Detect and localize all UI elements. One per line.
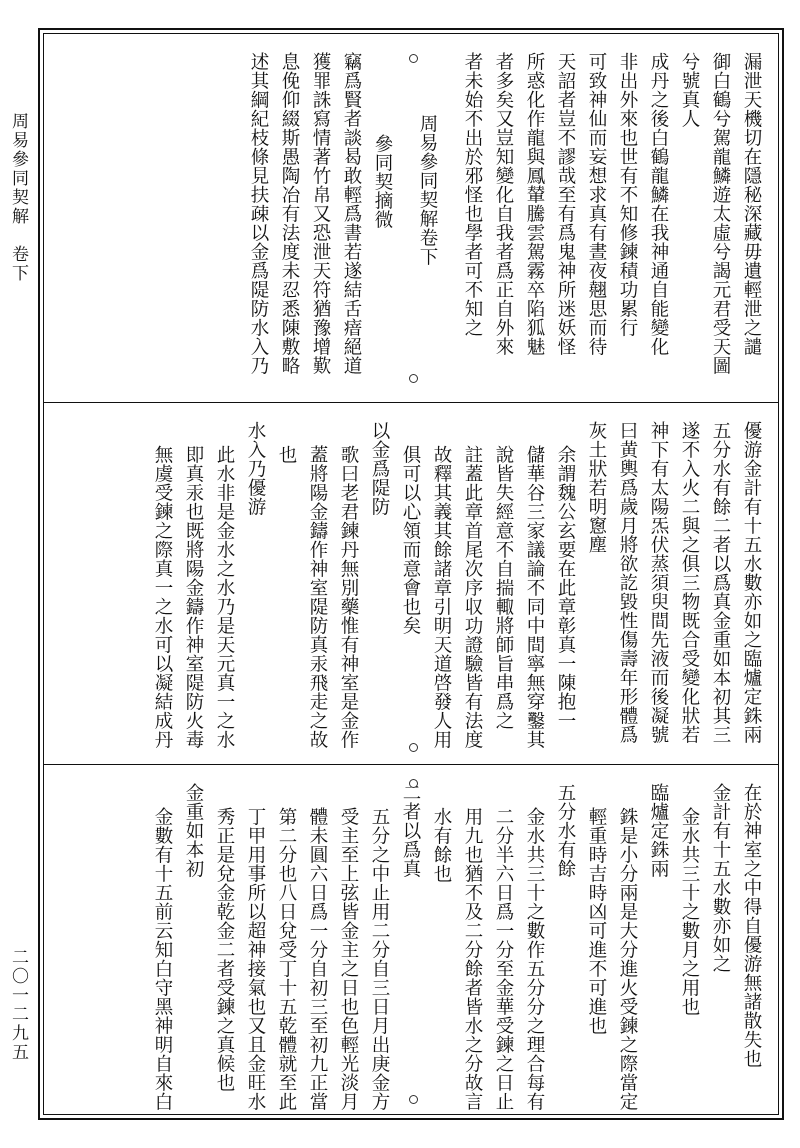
text-column: 體未圓六日爲一分自初三至初九正當 (307, 807, 328, 1111)
text-column: 金計有十五水數亦如之 (710, 783, 731, 973)
text-column: 金數有十五前云知白守黑神明自來白 (152, 807, 173, 1111)
text-column: 者多矣又豈知變化自我者爲正自外來 (493, 52, 514, 356)
text-column: 臨爐定銖兩 (648, 783, 669, 878)
page-number: 二〇一二九五 (8, 948, 28, 1062)
text-column: 御白鶴兮駕龍鱗遊太虛兮謁元君受天圖 (710, 52, 731, 375)
text-column: 二者以爲真 (400, 783, 421, 878)
text-column: 銖是小分兩是大分進火受鍊之際當定 (617, 807, 638, 1111)
text-column: 余謂魏公玄要在此章彰真一陳抱一 (555, 445, 576, 730)
text-column: 遂不入火二與之俱三物既合受變化狀若 (679, 421, 700, 744)
panel-middle-columns (66, 411, 760, 759)
text-column: 息俛仰綴斯愚陶冶有法度未忍悉陳敷略 (279, 52, 300, 375)
text-column: 五分水有餘二者以爲真金重如本初其三 (710, 421, 731, 744)
text-column: 周易參同契解卷下 (417, 114, 438, 266)
text-column: 曰黄輿爲歲月將欲訖毀性傷壽年形體爲 (617, 421, 638, 744)
text-column: 輕重時吉時凶可進不可進也 (586, 807, 607, 1035)
text-column: 秀正是兌金乾金二者受鍊之真候也 (214, 807, 235, 1092)
text-column: 即真汞也既將陽金鑄作神室隄防火毒 (183, 445, 204, 749)
text-column: 說皆失經意不自揣輙將師旨串爲之 (493, 445, 514, 730)
text-column: 此水非是金水之水乃是天元真一之水 (214, 445, 235, 749)
text-column: 五分之中止用二分自三日月出庚金方 (369, 807, 390, 1111)
text-column: 在於神室之中得自優游無諸散失也 (741, 783, 762, 1068)
binding-hole-mark (409, 779, 418, 788)
text-column: 水有餘也 (431, 807, 452, 883)
text-column: 俱可以心領而意會也矣 (400, 445, 421, 635)
text-column: 第二分也八日兌受丁十五乾體就至此 (276, 807, 297, 1111)
text-column: 金水共三十之數月之用也 (679, 807, 700, 1016)
text-column: 金水共三十之數作五分分之理合每有 (524, 807, 545, 1111)
text-column: 故釋其義其餘諸章引明天道啓發人用 (431, 445, 452, 749)
text-column (391, 42, 405, 396)
side-title: 周易參同契解 卷下 (8, 112, 28, 283)
text-column: 蓋將陽金鑄作神室隄防真汞飛走之故 (307, 445, 328, 749)
text-column: 歌曰老君鍊丹無別藥惟有神室是金作 (338, 445, 359, 749)
text-column: 灰土狀若明窻塵 (586, 421, 607, 554)
binding-hole-mark (409, 743, 418, 752)
text-column: 者未始不出於邪怪也學者可不知之 (462, 52, 483, 337)
binding-hole-mark (409, 54, 418, 63)
text-column: 註蓋此章首尾次序収功證驗皆有法度 (462, 445, 483, 749)
text-column (436, 42, 450, 396)
panel-bottom (44, 764, 778, 1121)
text-column: 參同契摘微 (372, 134, 393, 229)
page-frame (38, 28, 784, 1120)
panel-top (44, 34, 778, 402)
text-column: 金重如本初 (183, 783, 204, 878)
text-column: 儲華谷三家議論不同中間寧無穿鑿其 (524, 445, 545, 749)
panel-middle (44, 402, 778, 765)
text-column: 無虞受鍊之際真一之水可以凝結成丹 (152, 445, 173, 749)
text-column: 用九也猶不及二分餘者皆水之分故言 (462, 807, 483, 1111)
text-column: 二分半六日爲一分至金華受鍊之日止 (493, 807, 514, 1111)
text-column: 所惑化作龍與鳳輦騰雲駕霧卒陷狐魅 (524, 52, 545, 356)
text-column: 神下有太陽炁伏蒸須臾間先液而後凝號 (648, 421, 669, 744)
text-column: 成丹之後白鶴龍鱗在我神通自能變化 (648, 52, 669, 356)
text-column: 非出外來也世有不知修鍊積功累行 (617, 52, 638, 337)
text-column: 漏泄天機切在隱秘深藏毋遺輕泄之譴 (741, 52, 762, 356)
text-column: 丁甲用事所以超神接氣也又且金旺水 (245, 807, 266, 1111)
text-column: 五分水有餘 (555, 783, 576, 878)
text-column: 可致神仙而妄想求真有晝夜翹思而待 (586, 52, 607, 356)
binding-hole-mark (409, 374, 418, 383)
text-column: 述其綱紀枝條見扶疎以金爲隄防水入乃 (248, 52, 269, 375)
text-column: 獲罪誅寫情著竹帛又恐泄天符猶豫增歎 (310, 52, 331, 375)
panel-bottom-columns (66, 773, 760, 1115)
text-column: 兮號真人 (679, 52, 700, 128)
text-column: 也 (276, 445, 297, 464)
text-column: 水入乃優游 (245, 421, 266, 516)
panel-top-columns (66, 42, 760, 396)
text-column: 優游金計有十五水數亦如之臨爐定銖兩 (741, 421, 762, 744)
text-column: 天詔者豈不謬哉至有爲鬼神所迷妖怪 (555, 52, 576, 356)
text-column: 受主至上弦皆金主之日也色輕光淡月 (338, 807, 359, 1111)
text-column: 竊爲賢者談曷敢輕爲書若遂結舌瘖絕道 (341, 52, 362, 375)
text-column: 以金爲隄防 (369, 421, 390, 516)
binding-hole-mark (409, 1095, 418, 1104)
page-frame-inner (43, 33, 779, 1115)
